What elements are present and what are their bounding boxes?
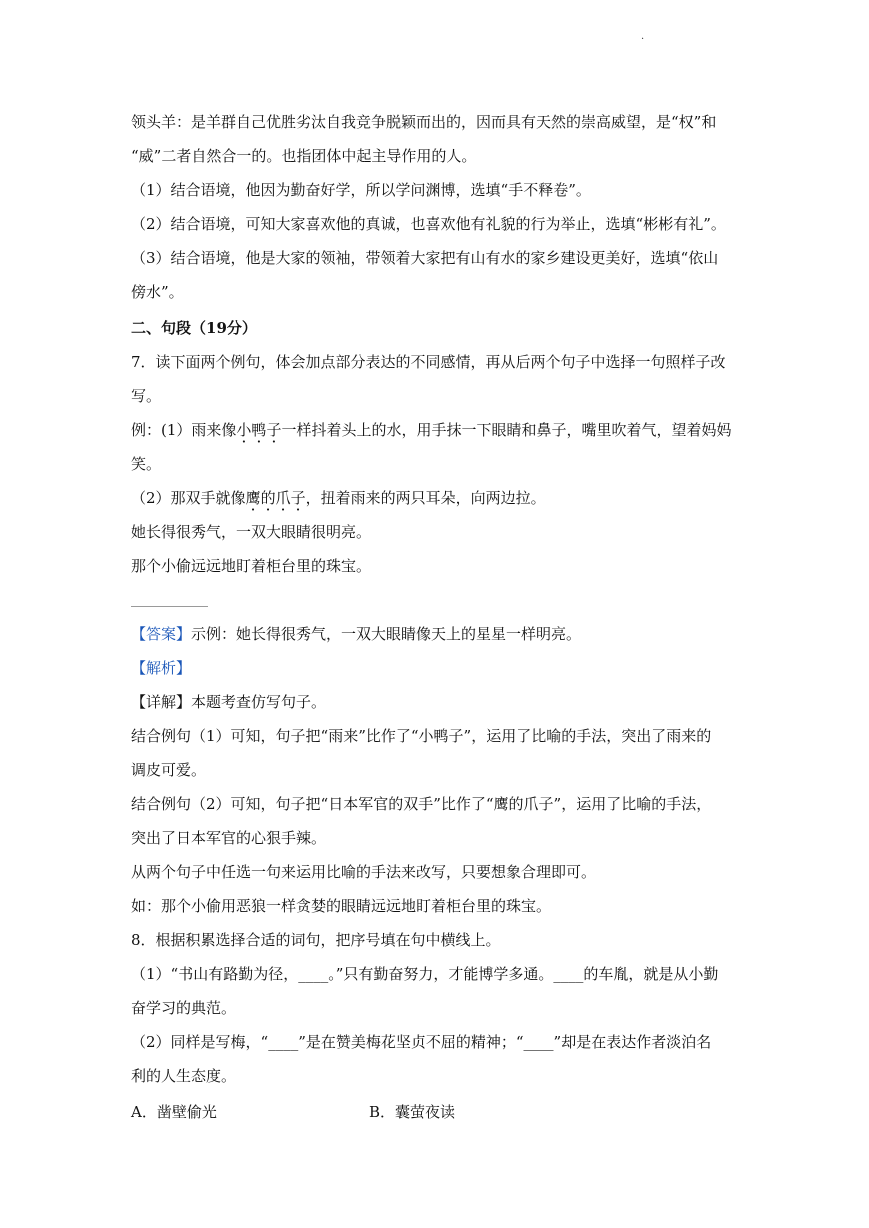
detail-text: 本题考查仿写句子。 [191,693,327,711]
analysis-line: 突出了日本军官的心狠手辣。 [131,829,327,847]
example-2-pre: （2）那双手就像 [131,489,246,507]
option-b: B．囊萤夜读 [369,1103,456,1121]
question-7-stem: 7．读下面两个例句，体会加点部分表达的不同感情，再从后两个句子中选择一句照样子改 [131,353,726,371]
header-mark: · [641,34,645,45]
sentence-2: 那个小偷远远地盯着柜台里的珠宝。 [131,557,372,575]
paragraph-line: 领头羊：是羊群自己优胜劣汰自我竞争脱颖而出的，因而具有天然的崇高威望，是“权”和 [131,113,717,131]
answer-text: 示例：她长得很秀气，一双大眼睛像天上的星星一样明亮。 [191,625,582,643]
analysis-line: 如：那个小偷用恶狼一样贪婪的眼睛远远地盯着柜台里的珠宝。 [131,897,552,915]
paragraph-line: （3）结合语境，他是大家的领袖，带领着大家把有山有水的家乡建设更美好，选填“依山 [131,249,719,267]
paragraph-line: （1）结合语境，他因为勤奋好学，所以学问渊博，选填“手不释卷”。 [131,181,591,199]
emphasis-char: 鸭 [251,421,267,439]
detail-line [131,692,326,712]
option-a: A．凿壁偷光 [131,1103,217,1121]
paragraph-line: （2）结合语境，可知大家喜欢他的真诚，也喜欢他有礼貌的行为举止，选填“彬彬有礼”。 [131,215,726,233]
question-8-stem: 8．根据积累选择合适的词句，把序号填在句中横线上。 [131,931,501,949]
analysis-line: 结合例句（1）可知，句子把“雨来”比作了“小鸭子”，运用了比喻的手法，突出了雨来的 [131,727,712,745]
example-1-post: 一样抖着头上的水，用手抹一下眼睛和鼻子，嘴里吹着气，望着妈妈 [281,421,732,439]
question-8-part-1: （1）“书山有路勤为径，____。”只有勤奋努力，才能博学多通。____的车胤，就是从小勤 [131,965,719,983]
question-8-part-1-cont: 奋学习的典范。 [131,999,237,1017]
detail-tag: 【详解】 [131,693,192,711]
question-8-part-2-cont: 利的人生态度。 [131,1067,237,1085]
example-1 [131,420,731,440]
emphasis-char: 子 [266,421,282,439]
analysis-tag: 【解析】 [131,659,192,677]
question-7-stem-cont: 写。 [131,387,162,405]
example-2-post: ，扭着雨来的两只耳朵，向两边拉。 [305,489,546,507]
emphasis-char: 小 [236,421,252,439]
options-row [131,1102,217,1122]
emphasis-char: 的 [260,489,276,507]
emphasis-char: 鹰 [245,489,261,507]
analysis-line: 从两个句子中任选一句来运用比喻的手法来改写，只要想象合理即可。 [131,863,597,881]
sentence-1: 她长得很秀气，一双大眼睛很明亮。 [131,523,372,541]
analysis-line: 结合例句（2）可知，句子把“日本军官的双手”比作了“鹰的爪子”，运用了比喻的手法， [131,795,712,813]
example-1-cont: 笑。 [131,455,162,473]
example-2 [131,488,546,508]
analysis-line: 调皮可爱。 [131,761,207,779]
question-8-part-2: （2）同样是写梅，“____”是在赞美梅花坚贞不屈的精神；“____”却是在表达作者淡泊名 [131,1033,712,1051]
paragraph-line: “威”二者自然合一的。也指团体中起主导作用的人。 [131,147,477,165]
answer-tag: 【答案】 [131,625,192,643]
answer-line [131,624,581,644]
example-1-pre: 例：(1）雨来像 [131,421,237,439]
paragraph-line: 傍水”。 [131,283,184,301]
emphasis-char: 子 [290,489,306,507]
section-title: 二、句段（19分） [131,319,257,337]
divider [131,606,208,607]
emphasis-char: 爪 [275,489,291,507]
